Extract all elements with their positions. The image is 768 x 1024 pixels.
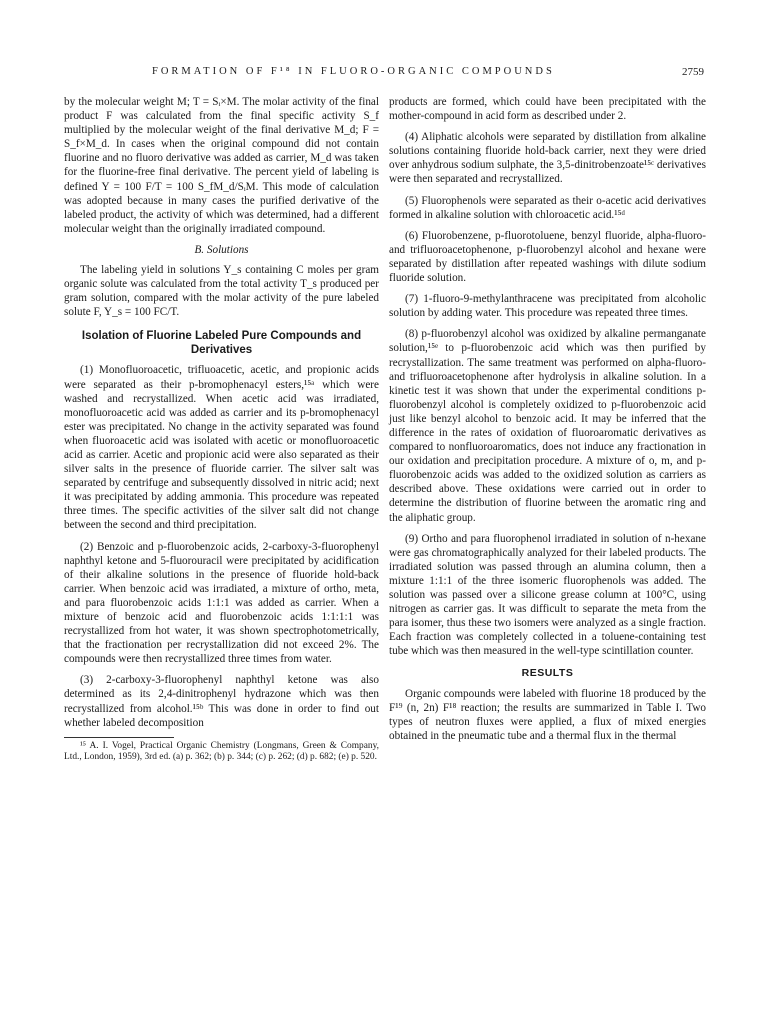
paragraph: (9) Ortho and para fluorophenol irradiated in solution of n-hexane were gas chromatographically analyzed for their labeled products. The irradiated solution was passed through an alumina column, then a mixture 1:1:1 of the three isomeric fluorophenols was added. The solution was passed over a silicone grease column at 100°C, using nitrogen as carrier gas. It was difficult to separate the meta from the para isomer, thus these two isomers were analyzed as a single fraction. Each fraction was completely collected in a toluene-containing test tube which was then measured in the well-type scintillation counter.: [389, 532, 706, 658]
paragraph: (4) Aliphatic alcohols were separated by distillation from alkaline solutions containing fluoride hold-back carrier, next they were dried over anhydrous sodium sulphate, the 3,5-dinitrobenzoate¹⁵ᶜ derivatives were then separated and recrystallized.: [389, 131, 706, 186]
paragraph: (8) p-fluorobenzyl alcohol was oxidized by alkaline permanganate solution,¹⁵ᵉ to p-fluorobenzoic acid which was then purified by recrystallization. The same treatment was performed on alpha-fluoro- and trifluoroacetophenone after hydrolysis in alkaline solution. In a kinetic test it was shown that under the experimental conditions p-fluorobenzyl alcohol is completely oxidized to p-fluorobenzoic acid just like benzyl alcohol to benzoic acid. It may be inferred that the difference in the rates of oxidation of fluoroaromatic derivatives as compared to nonfluoroaromatics, does not induce any fractionation in our oxidation and precipitation procedure. A mixture of o, m, and p-fluorobenzoic acids was added to the oxidized solution as carriers as described above. These oxidations were carried out in order to determine the distribution of fluorine between the aromatic ring and the aliphatic group.: [389, 328, 706, 524]
paragraph: (6) Fluorobenzene, p-fluorotoluene, benzyl fluoride, alpha-fluoro- and trifluoroacetophenone, p-fluorobenzyl alcohol and hexane were separated by distillation after repeated washings with dilute sodium fluoride solution.: [389, 229, 706, 285]
subsection-heading: B. Solutions: [194, 243, 249, 256]
results-heading: RESULTS: [521, 667, 574, 680]
paragraph: (7) 1-fluoro-9-methylanthracene was precipitated from alcoholic solution by adding water. This procedure was repeated three times.: [389, 293, 706, 320]
right-column: [389, 95, 706, 750]
paragraph: (5) Fluorophenols were separated as their o-acetic acid derivatives formed in alkaline solution with chloroacetic acid.¹⁵ᵈ: [389, 194, 706, 221]
section-heading: Isolation of Fluorine Labeled Pure Compounds and Derivatives: [81, 330, 362, 357]
footnote-divider: [64, 737, 174, 738]
left-column: [64, 95, 379, 771]
paragraph: (1) Monofluoroacetic, trifluoacetic, acetic, and propionic acids were separated as their p-bromophenacyl esters,¹⁵ᵃ which were washed and recrystallized. When acetic acid was irradiated, monofluoroacetic acid was added as carrier and its p-bromophenacyl ester was precipitated. No change in the activity separated was found when fluoroacetic acid was isolated with acetic or monofluoroacetic acid as carrier. Acetic and propionic acid were also separated as their silver salts in the presence of fluoride carrier. The silver salt was separated by centrifuge and subsequently dissolved in nitric acid; next it was precipitated by adding ammonia. This procedure was repeated three times. The specific activities of the silver salt did not change between the second and third precipitation.: [64, 364, 379, 532]
paragraph: products are formed, which could have been precipitated with the mother-compound in acid form as described under 2.: [389, 96, 706, 123]
paragraph: (2) Benzoic and p-fluorobenzoic acids, 2-carboxy-3-fluorophenyl naphthyl ketone and 5-fluorouracil were precipitated by acidification of their alkaline solutions in the presence of fluoride hold-back carrier. When benzoic acid was irradiated, a mixture of ortho, meta, and para fluorobenzoic acids 1:1:1 was added as carrier. When a mixture of benzoic acid and fluorobenzoic acids 1:1:1:1 was recrystallized from hot water, it was shown spectrophotometrically, that the fractionation per recrystallization did not exceed 2%. The compounds were then recrystallized three times from water.: [64, 540, 379, 666]
page-number: 2759: [682, 66, 704, 78]
footnote: ¹⁵ A. I. Vogel, Practical Organic Chemistry (Longmans, Green & Company, Ltd., London, 1959), 3rd ed. (a) p. 362; (b) p. 344; (c) p. 262; (d) p. 682; (e) p. 520.: [64, 740, 379, 763]
page-header: [64, 66, 704, 82]
paragraph: The labeling yield in solutions Y_s containing C moles per gram organic solute was calculated from the total activity T_s produced per gram solution, compared with the molar activity of the pure labeled solute F, Y_s = 100 FC/T.: [64, 264, 379, 319]
paragraph: Organic compounds were labeled with fluorine 18 produced by the F¹⁹ (n, 2n) F¹⁸ reaction; the results are summarized in Table I. Two types of neutron fluxes were applied, a flux of mixed energies obtained in the pneumatic tube and a thermal flux in the thermal: [389, 687, 706, 742]
paragraph: by the molecular weight M; T = Sᵢ×M. The molar activity of the final product F was calculated from the final specific activity S_f multiplied by the molecular weight of the final derivative M_d; F = S_f×M_d. In cases when the original compound did not contain fluorine and no fluoro derivative was added as carrier, M_d was taken for the fluorine-free final derivative. The percent yield of labeling is defined Y = 100 F/T = 100 S_fM_d/SᵢM. This mode of calculation was adopted because in many cases the purified derivative of the labeled product, the activity of which was determined, had a different molecular weight than the originally irradiated compound.: [64, 96, 379, 235]
paragraph: (3) 2-carboxy-3-fluorophenyl naphthyl ketone was also determined as its 2,4-dinitrophenyl hydrazone which was then recrystallized from alcohol.¹⁵ᵇ This was done in order to find out whether labeled decomposition: [64, 674, 379, 729]
running-title: FORMATION OF F¹⁸ IN FLUORO-ORGANIC COMPOUNDS: [152, 66, 555, 77]
